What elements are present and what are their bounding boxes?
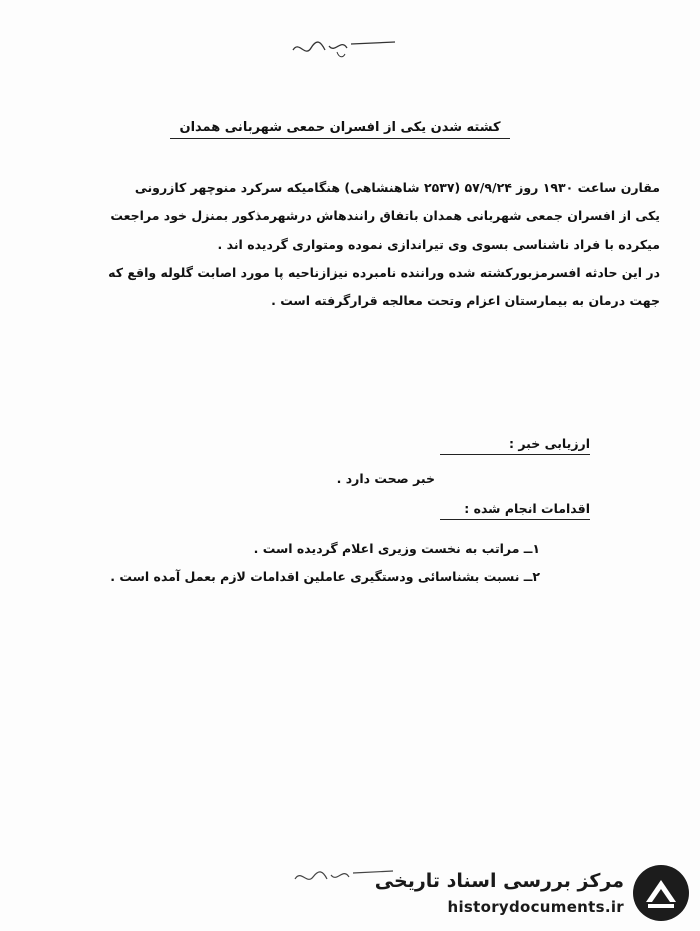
assessment-text: خبر صحت دارد . — [336, 471, 435, 486]
body-line-1: مقارن ساعت ۱۹۳۰ روز ۵۷/۹/۲۴ (۲۵۳۷ شاهنشاهی) هنگامیکه سرکرد منوچهر کازرونی — [134, 180, 660, 195]
actions-heading: اقدامات انجام شده : — [440, 501, 590, 520]
archive-logo — [374, 862, 692, 924]
archive-url: historydocuments.ir — [447, 898, 624, 916]
body-line-4: در این حادثه افسرمزبورکشته شده وراننده نامبرده نیزازناحیه پا مورد اصابت گلوله واقع که — [108, 265, 660, 280]
body-line-2: یکی از افسران جمعی شهربانی همدان باتفاق رانندهاش درشهرمذکور بمنزل خود مراجعت — [110, 208, 660, 223]
body-line-5: جهت درمان به بیمارستان اعزام وتحت معالجه قرارگرفته است . — [271, 293, 660, 308]
action-item-2: ۲ــ نسبت بشناسائی ودستگیری عاملین اقدامات لازم بعمل آمده است . — [110, 569, 540, 584]
assessment-heading: ارزیابی خبر : — [440, 436, 590, 455]
body-line-3: میکرده با فراد ناشناسی بسوی وی تیراندازی نموده ومتواری گردیده اند . — [217, 237, 660, 252]
action-item-1: ۱ــ مراتب به نخست وزیری اعلام گردیده است . — [253, 541, 540, 556]
archive-seal-icon — [630, 862, 692, 924]
document-title: کشته شدن یکی از افسران حمعی شهربانی همدان — [170, 120, 510, 139]
top-scribble-mark — [285, 28, 405, 68]
archive-name: مرکز بررسی اسناد تاریخی — [374, 870, 624, 892]
